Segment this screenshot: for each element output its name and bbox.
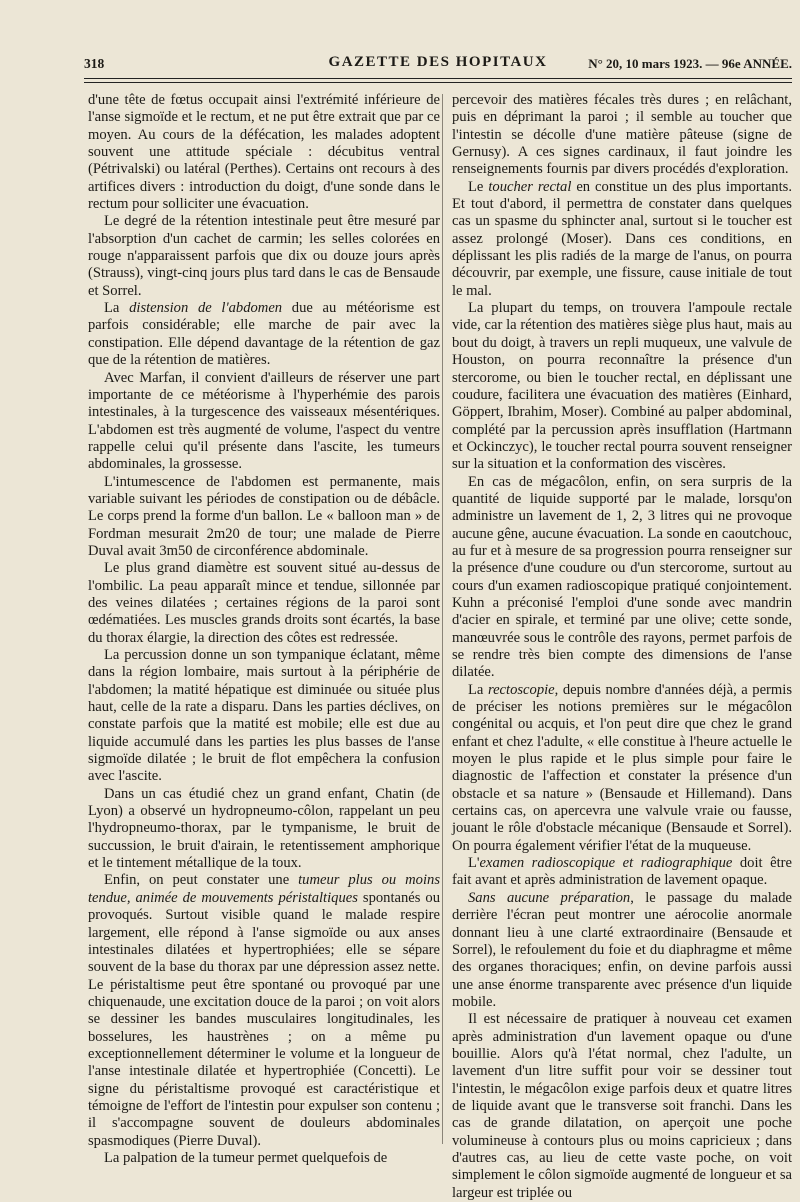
paragraph-text: , depuis nombre d'années déjà, a permis de préciser les notions premières sur le mégacôlon congénital ou acquis, et l'on peut dire que chez le grand enfant et chez l'adulte, « elle constitue à l'heure actuelle le moyen le plus rapide et le plus simple pour faire le diagnostic de l'affection et constater la présence d'un obstacle et sa nature » (Bensaude et Hillemand). Dans certains cas, on apercevra une valvule vraie ou fausse, jouant le rôle d'obstacle mécanique (Bensaude et Sorrel). On pourra également vérifier l'état de la muqueuse. xyxy=(452,681,792,854)
emphasis: tumeur plus ou moins tendue, animée de mouvements péristaltiques xyxy=(88,872,441,906)
paragraph-text: En cas de mégacôlon, enfin, on sera surpris de la quantité de liquide supporté par le malade, lorsqu'on administre un lavement de 1, 2, 3 litres qui ne provoque aucune gêne, aucune évacuation. La sonde en caoutchouc, au fur et à mesure de sa progression pourra renseigner sur la présence d'une coudure ou d'un stercorome, surtout au cours d'un examen radioscopique pratiqué conjointement. Kuhn a préconisé l'emploi d'une sonde avec mandrin d'acier en spirale, et terminé par une olive; cette sonde, manœuvrée sous le contrôle des rayons, permet parfois de se rendre très bien compte des dimensions de l'anse dilatée. xyxy=(452,473,792,681)
paragraph-text: doit être fait avant et après administration de lavement opaque. xyxy=(452,855,792,889)
paragraph-text: L'intumescence de l'abdomen est permanente, mais variable suivant les périodes de constipation ou de débâcle. Le corps prend la forme d'un ballon. Le « balloon man » de Fordman mesurait 2m20 de tour; une malade de Pierre Duval avait 3m50 de circonférence abdominale. xyxy=(88,473,440,559)
paragraph-lead: La xyxy=(104,300,130,317)
journal-title: GAZETTE DES HOPITAUX xyxy=(328,54,548,70)
paragraph xyxy=(452,682,792,855)
paragraph-text: due au météorisme est parfois considérable; elle marche de pair avec la constipation. Elle dépend davantage de la rétention de gaz que de la rétention de matières. xyxy=(88,300,441,369)
paragraph-lead: La xyxy=(468,681,488,698)
paragraph xyxy=(452,1011,792,1202)
emphasis: examen radioscopique et radiographique xyxy=(479,855,733,872)
paragraph xyxy=(452,92,792,179)
paragraph xyxy=(452,890,792,1011)
paragraph-text: Avec Marfan, il convient d'ailleurs de réserver une part importante de ce météorisme à l'hyperhémie des parois intestinales, à la turgescence des vaisseaux mésentériques. L'abdomen est très augmenté de volume, l'aspect du ventre rappelle celui qu'il présente dans l'ascite, les tumeurs abdominales, la grossesse. xyxy=(88,369,440,473)
emphasis: toucher rectal xyxy=(488,178,572,195)
paragraph-text: en constitue un des plus importants. Et tout d'abord, il permettra de constater dans quelques cas un spasme du sphincter anal, surtout si le toucher est assez prolongé (Moser). Dans ces conditions, en déplissant les plis radiés de la marge de l'anus, on pourra découvrir, par exemple, une fissure, cause initiale de tout le mal. xyxy=(452,178,792,299)
column-separator xyxy=(442,94,443,1144)
paragraph xyxy=(88,560,440,647)
page-number: 318 xyxy=(84,56,105,71)
page-header xyxy=(84,50,792,78)
paragraph xyxy=(452,855,792,890)
paragraph xyxy=(88,92,440,213)
header-rule xyxy=(84,78,792,79)
paragraph-text: La palpation de la tumeur permet quelquefois de xyxy=(104,1149,388,1166)
paragraph xyxy=(88,300,440,369)
paragraph-lead: Enfin, on peut constater une xyxy=(104,872,299,889)
paragraph xyxy=(88,647,440,786)
paragraph xyxy=(88,370,440,474)
paragraph xyxy=(452,474,792,682)
paragraph-text: percevoir des matières fécales très dures ; en relâchant, puis en déprimant la paroi ; il semble au toucher que l'intestin se décolle d'une matière pâteuse (signe de Gernusy). A ces signes cardinaux, il faut joindre les renseignements fournis par divers procédés d'exploration. xyxy=(452,92,792,178)
paragraph-text: La percussion donne un son tympanique éclatant, même dans la région lombaire, mais surtout à la périphérie de l'abdomen; la matité hépatique est diminuée ou située plus haut, celle de la rate a disparu. Dans les parties déclives, on constate parfois que la matité est mobile; elle est due au liquide accumulé dans les parties les plus basses de l'anse sigmoïde dilatée ; le bruit de flot empêchera la confusion avec l'ascite. xyxy=(88,647,440,785)
paragraph xyxy=(88,474,440,561)
paragraph-text: Il est nécessaire de pratiquer à nouveau cet examen après administration d'un lavement opaque ou d'une bouillie. Alors qu'à l'état normal, chez l'adulte, un lavement d'un litre suffit pour voir se dessiner tout l'intestin, le mégacôlon exige parfois deux et quatre litres de liquide avant que le transverse soit franchi. Dans les cas de grande dilatation, on aperçoit une poche volumineuse à contours plus ou moins capricieux ; dans d'autres cas, au lieu de cette vaste poche, on voit simplement le côlon sigmoïde augmenté de longueur et sa largeur est triplée ou xyxy=(452,1011,792,1201)
emphasis: Sans aucune préparation xyxy=(468,889,631,906)
paragraph xyxy=(88,872,440,1150)
left-column xyxy=(88,92,440,1167)
paragraph xyxy=(452,300,792,473)
paragraph-text: , le passage du malade derrière l'écran peut montrer une aérocolie anormale donnant lieu à une clarté extraordinaire (Bensaude et Sorrel), le refoulement du foie et du diaphragme et même des organes thoraciques; enfin, on devine parfois aussi une anse énorme transparente avec présence d'un liquide mobile. xyxy=(452,889,792,1010)
emphasis: rectoscopie xyxy=(487,681,555,698)
paragraph xyxy=(452,179,792,300)
paragraph-text: Dans un cas étudié chez un grand enfant, Chatin (de Lyon) a observé un hydropneumo-côlon, rappelant un peu l'hydropneumo-thorax, par le tympanisme, le bruit de succussion, le bruit d'airain, le retentissement amphorique et le tintement métallique de la toux. xyxy=(88,785,440,872)
paragraph-lead: Le xyxy=(468,178,489,195)
paragraph-text: La plupart du temps, on trouvera l'ampoule rectale vide, car la rétention des matières siège plus haut, mais au bout du doigt, à travers un repli muqueux, une valvule de Houston, on pourra reconnaître la présence d'un stercorome, ou bien le toucher rectal, en déplissant une coudure, facilitera une évacuation des matières (Einhard, Göppert, Ibrahim, Moser). Combiné au palper abdominal, complété par la percussion après insufflation (Hartmann et Ockinczyc), le toucher rectal pourra souvent renseigner sur la situation et la conformation des viscères. xyxy=(452,300,792,473)
paragraph xyxy=(88,1150,440,1167)
issue-line: N° 20, 10 mars 1923. — 96e ANNÉE. xyxy=(588,56,792,71)
paragraph xyxy=(88,786,440,873)
header-rule-thin xyxy=(84,82,792,83)
emphasis: distension de l'abdomen xyxy=(129,300,283,317)
paragraph-text: Le degré de la rétention intestinale peut être mesuré par l'absorption d'un cachet de carmin; les selles colorées en rouge n'apparaissent parfois que dix ou douze jours après (Strauss), vingt-cinq jours plus tard dans le cas de Bensaude et Sorrel. xyxy=(88,213,440,299)
paragraph xyxy=(88,213,440,300)
paragraph-text: Le plus grand diamètre est souvent situé au-dessus de l'ombilic. La peau apparaît mince et tendue, sillonnée par des veines dilatées ; certaines régions de la paroi sont œdématiées. Les muscles grands droits sont écartés, la base du thorax élargie, la direction des côtes est redressée. xyxy=(88,560,440,646)
paragraph-text: spontanés ou provoqués. Surtout visible quand le malade respire largement, elle répond à l'anse sigmoïde ou aux anses intestinales dilatées et hypertrophiées; elle se sépare souvent de la base du thorax par une dépression assez nette. Le péristaltisme peut être spontané ou provoqué par une chiquenaude, une excitation douce de la paroi ; on voit alors se dessiner les bandes musculaires longitudinales, les bosselures, les haustrènes ; on a même pu exceptionnellement déterminer le volume et la longueur de l'anse intestinale dilatée et hypertrophiée (Concetti). Le signe du péristaltisme provoqué est caractéristique et témoigne de l'effort de l'intestin pour expulser son contenu ; il s'accompagne souvent de douleurs abdominales spasmodiques (Pierre Duval). xyxy=(88,889,440,1149)
right-column xyxy=(452,92,792,1202)
paragraph-lead: L' xyxy=(468,855,480,872)
paragraph-text: d'une tête de fœtus occupait ainsi l'extrémité inférieure de l'anse sigmoïde et le rectum, et ne put être extrait que par ce moyen. Au cours de la défécation, les malades adoptent souvent une attitude spéciale : décubitus ventral (Pétrivalski) ou latéral (Perthes). Certains ont recours à des artifices divers : introduction du doigt, d'une sonde dans le rectum pour solliciter une évacuation. xyxy=(88,92,440,213)
